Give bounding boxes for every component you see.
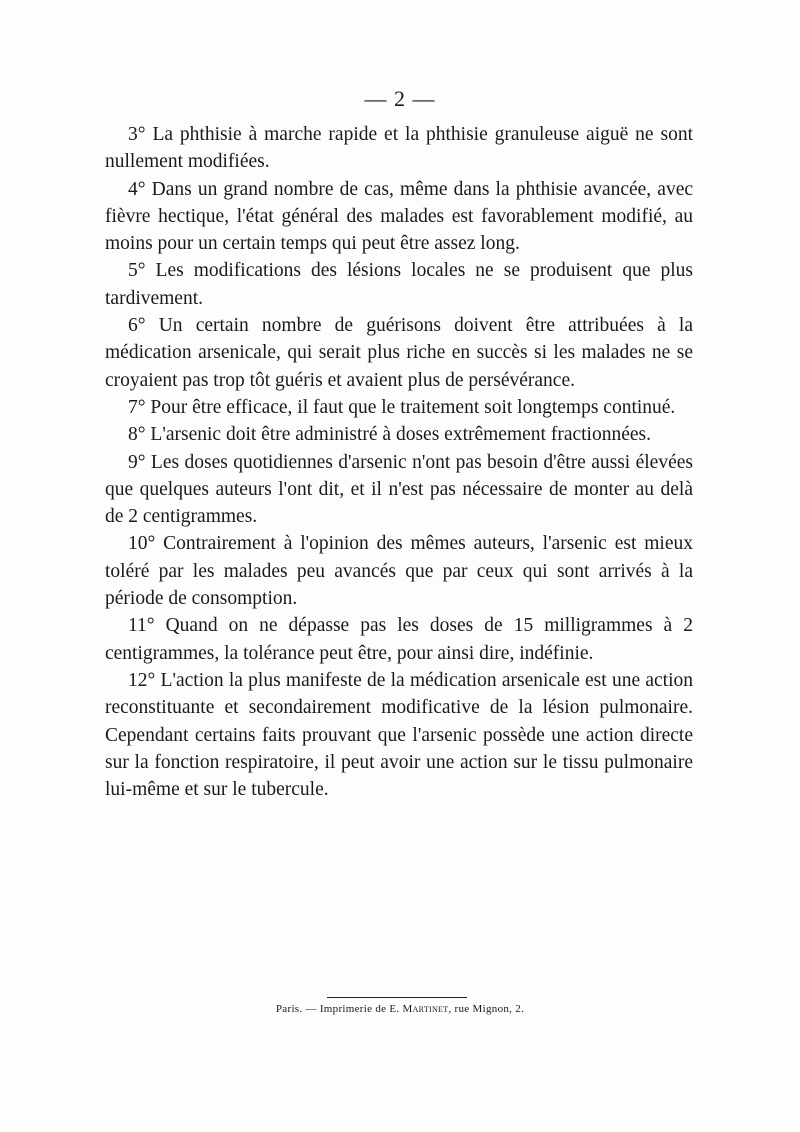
body-text (105, 121, 693, 803)
imprint-suffix: , rue Mignon, 2. (448, 1003, 525, 1015)
paragraph-10: 10° Contrairement à l'opinion des mêmes auteurs, l'arsenic est mieux toléré par les malades peu avancés que par ceux qui sont arrivés à la période de consomption. (105, 533, 693, 610)
paragraph-11: 11° Quand on ne dépasse pas les doses de 15 milligrammes à 2 centigrammes, la tolérance peut être, pour ainsi dire, indéfinie. (105, 615, 693, 664)
paragraph-5: 5° Les modifications des lésions locales ne se produisent que plus tardivement. (105, 260, 693, 309)
footer-rule (327, 997, 467, 998)
paragraph-3: 3° La phthisie à marche rapide et la phthisie granuleuse aiguë ne sont nullement modifiées. (105, 124, 693, 173)
paragraph-7: 7° Pour être efficace, il faut que le traitement soit longtemps continué. (128, 396, 676, 418)
paragraph-4: 4° Dans un grand nombre de cas, même dans la phthisie avancée, avec fièvre hectique, l'état général des malades est favorablement modifié, au moins pour un certain temps qui peut être assez long. (105, 178, 693, 255)
paragraph-9: 9° Les doses quotidiennes d'arsenic n'ont pas besoin d'être aussi élevées que quelques auteurs l'ont dit, et il n'est pas nécessaire de monter au delà de 2 centigrammes. (105, 451, 693, 528)
paragraph-12: 12° L'action la plus manifeste de la médication arsenicale est une action reconstituante et secondairement modificative de la lésion pulmonaire. Cependant certains faits prouvant que l'arsenic possède une action directe sur la fonction respiratoire, il peut avoir une action sur le tissu pulmonaire lui-même et sur le tubercule. (105, 669, 693, 801)
paragraph-8: 8° L'arsenic doit être administré à doses extrêmement fractionnées. (128, 424, 651, 446)
imprint-prefix: Paris. — Imprimerie de E. (275, 1003, 403, 1015)
paragraph-6: 6° Un certain nombre de guérisons doivent être attribuées à la médication arsenicale, qui serait plus riche en succès si les malades ne se croyaient pas trop tôt guéris et avaient plus de persévérance. (105, 315, 693, 391)
printer-imprint (0, 1003, 800, 1015)
imprint-printer-name: Martinet (402, 1003, 449, 1015)
page-number: — 2 — (364, 86, 436, 111)
